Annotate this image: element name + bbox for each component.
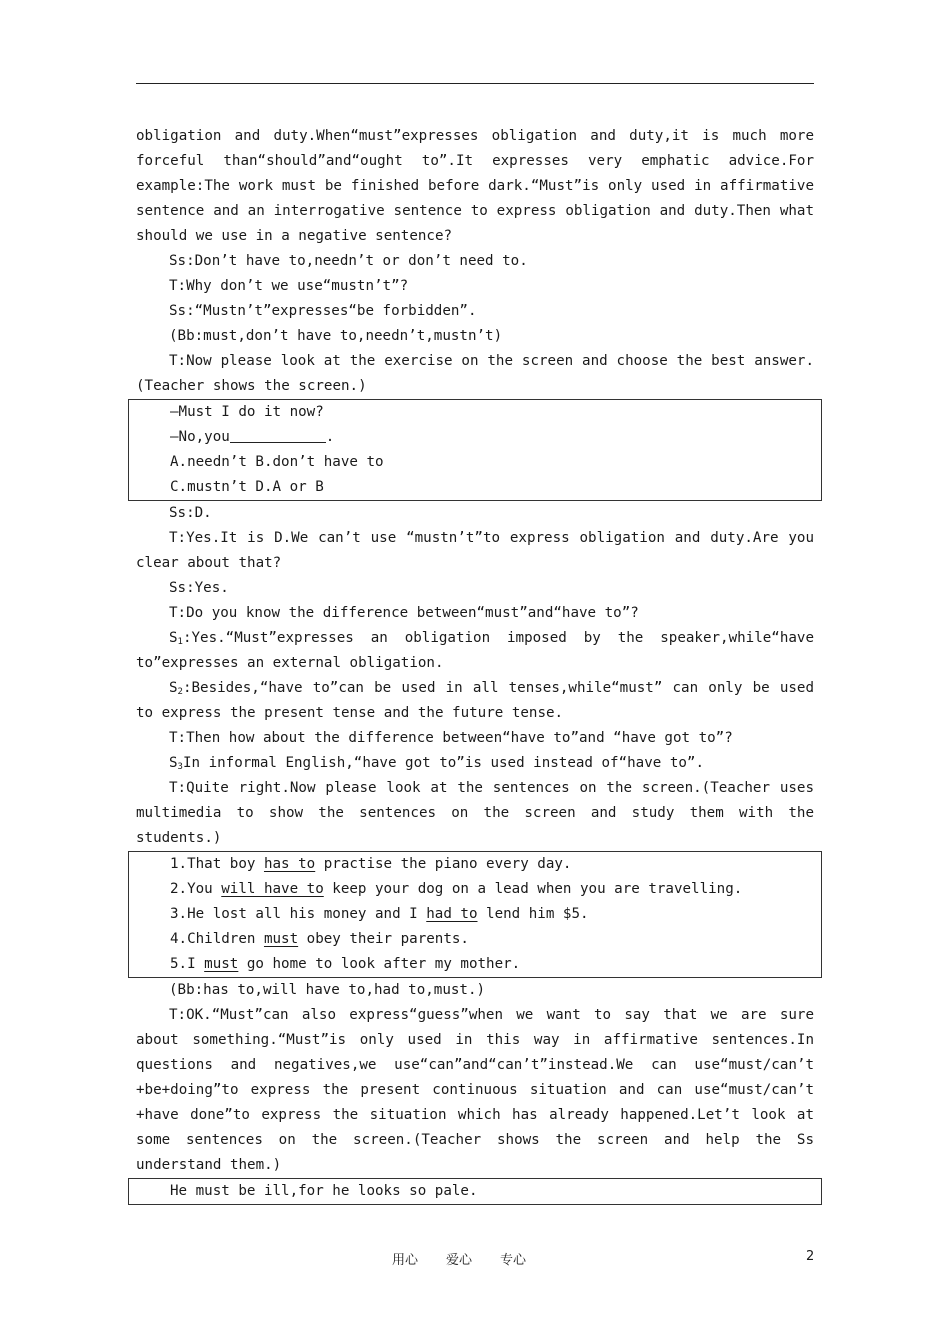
sentence-2-modal: will have to: [221, 881, 324, 897]
dialogue-t-5: T:Then how about the difference between“have to”and “have got to”?: [169, 730, 733, 746]
dialogue-s3: $S_3In$ informal English,“have got to”is used instead of“have to”.: [169, 755, 705, 772]
sentence-4-post: obey their parents.: [298, 931, 469, 947]
blackboard-note-1: (Bb:must,don’t have to,needn’t,mustn’t): [169, 328, 503, 344]
sentence-1-post: practise the piano every day.: [315, 856, 572, 872]
dialogue-t-4: T:Do you know the difference between“must”and“have to”?: [169, 605, 639, 621]
dialogue-t-6: T:Quite right.Now please look at the sentences on the screen.(Teacher uses multimedia to show the sentences on the screen and study them with the students.): [136, 780, 814, 846]
sentence-3-post: lend him $5.: [477, 906, 589, 922]
s2-text: :Besides,“have to”can be used in all tenses,while“must” can only be used to express the present tense and the future tense.: [136, 680, 814, 721]
exercise-options-ab: A.needn’t B.don’t have to: [170, 454, 384, 470]
header-rule: [136, 83, 814, 84]
s3-subscript: 3: [177, 762, 183, 772]
paragraph-obligation: obligation and duty.When“must”expresses obligation and duty,it is much more forceful than“should”and“ought to”.It expresses very emphatic advice.For example:The work must be finished before dark.“Must”is only used in affirmative sentence and an interrogative sentence to express obligation and duty.Then what should we use in a negative sentence?: [136, 128, 814, 244]
sentence-3: [137, 902, 813, 927]
exercise-box: [128, 399, 822, 501]
s2-subscript: 2: [177, 687, 183, 697]
exercise-answer-line: [137, 425, 813, 450]
sentence-1: [137, 852, 813, 877]
dialogue-ss-1: Ss:Don’t have to,needn’t or don’t need to.: [169, 253, 528, 269]
sentence-2-pre: 2.You: [170, 881, 222, 897]
s1-subscript: 1: [177, 637, 183, 647]
motto-1: 用心: [392, 1253, 419, 1268]
dialogue-t-3: T:Yes.It is D.We can’t use “mustn’t”to express obligation and duty.Are you clear about that?: [136, 530, 814, 571]
sentences-box: [128, 851, 822, 978]
blackboard-note-2: (Bb:has to,will have to,had to,must.): [169, 982, 486, 998]
footer-motto: [392, 1249, 554, 1268]
sentence-3-modal: had to: [426, 906, 478, 922]
motto-2: 爱心: [446, 1253, 473, 1268]
sentence-1-modal: has to: [263, 856, 316, 872]
page-number: 2: [806, 1249, 815, 1264]
sentence-5-modal: must: [204, 956, 239, 972]
exercise-options-cd: C.mustn’t D.A or B: [170, 479, 324, 495]
dialogue-ss-3: Ss:D.: [169, 505, 212, 521]
sentence-5-post: go home to look after my mother.: [238, 956, 521, 972]
dialogue-s1: $S_1:Yes.“Must”expresses$ an obligation imposed by the speaker,while“have to”expresses an external obligation.: [136, 630, 814, 671]
sentence-3-pre: 3.He lost all his money and I: [170, 906, 427, 922]
sentence-4-modal: must: [263, 931, 299, 947]
answer-blank: [230, 427, 326, 443]
exercise-question: —Must I do it now?: [170, 404, 324, 420]
example-sentence: He must be ill,for he looks so pale.: [170, 1183, 478, 1199]
motto-3: 专心: [500, 1253, 527, 1268]
sentence-4: [137, 927, 813, 952]
sentence-1-pre: 1.That boy: [170, 856, 264, 872]
s3-text: In informal English,“have got to”is used instead of“have to”.: [182, 755, 705, 771]
s1-text: :Yes.“Must”expresses an obligation imposed by the speaker,while“have to”expresses an external obligation.: [136, 630, 814, 671]
sentence-4-pre: 4.Children: [170, 931, 264, 947]
dialogue-ss-2: Ss:“Mustn’t”expresses“be forbidden”.: [169, 303, 477, 319]
dialogue-ss-4: Ss:Yes.: [169, 580, 229, 596]
sentence-5-pre: 5.I: [170, 956, 205, 972]
sentence-5: [137, 952, 813, 977]
dialogue-t-2: T:Now please look at the exercise on the screen and choose the best answer.(Teacher shows the screen.): [136, 353, 814, 394]
sentence-2: [137, 877, 813, 902]
dialogue-t-7: T:OK.“Must”can also express“guess”when we want to say that we are sure about something.“Must”is only used in this way in affirmative sentences.In questions and negatives,we use“can”and“can’t”instead.We can use“must/can’t +be+doing”to express the present continuous situation and can use“must/can’t +have done”to express the situation which has already happened.Let’t look at some sentences on the screen.(Teacher shows the screen and help the Ss understand them.): [136, 1007, 814, 1173]
answer-suffix: .: [325, 429, 335, 445]
dialogue-t-1: T:Why don’t we use“mustn’t”?: [169, 278, 409, 294]
sentence-2-post: keep your dog on a lead when you are travelling.: [323, 881, 743, 897]
page-content: [136, 124, 814, 1205]
dialogue-s2: $S_2:Besides,“have$ to”can be used in all tenses,while“must” can only be used to express the present tense and the future tense.: [136, 680, 814, 721]
answer-prefix: —No,you: [170, 429, 230, 445]
example-box: [128, 1178, 822, 1205]
